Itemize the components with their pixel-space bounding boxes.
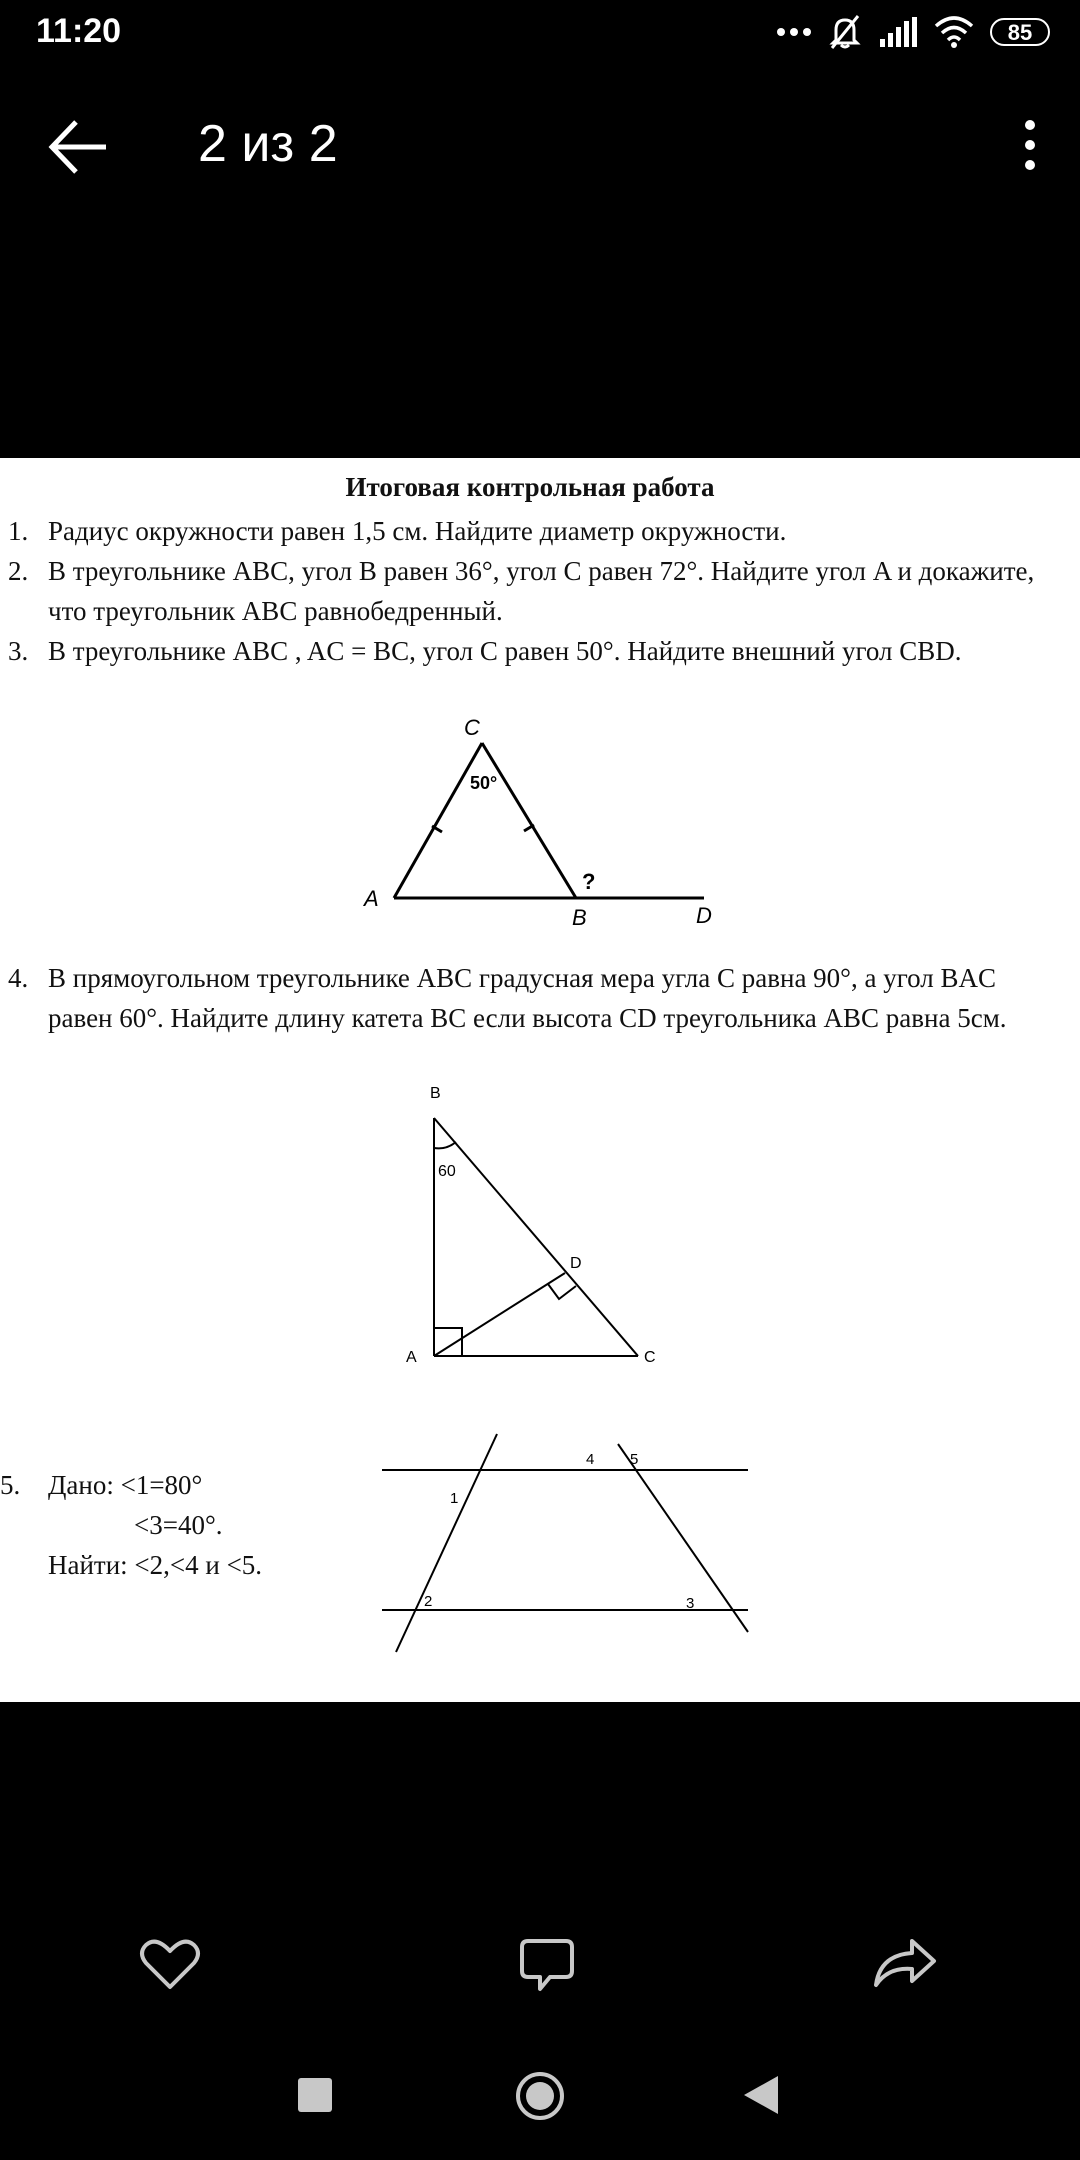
question-3 bbox=[0, 631, 1062, 671]
app-bar bbox=[0, 90, 1080, 200]
label-d: D bbox=[696, 903, 712, 928]
angle-label-2: 2 bbox=[424, 1593, 433, 1610]
status-time: 11:20 bbox=[36, 12, 122, 50]
page-counter: 2 из 2 bbox=[198, 115, 338, 173]
share-icon[interactable] bbox=[872, 1937, 938, 1989]
square-icon[interactable] bbox=[298, 2078, 332, 2112]
figure-right-triangle bbox=[390, 1078, 680, 1368]
question-number: 1. bbox=[8, 516, 29, 546]
unknown-angle: ? bbox=[582, 869, 596, 894]
question-1 bbox=[0, 511, 1062, 551]
angle-label-3: 3 bbox=[686, 1595, 695, 1612]
bottom-action-bar bbox=[0, 1905, 1080, 2025]
question-text: Радиус окружности равен 1,5 см. Найдите диаметр окружности. bbox=[48, 516, 787, 546]
question-number: 2. bbox=[8, 556, 29, 586]
question-text: В прямоугольном треугольнике ABC градусная мера угла C равна 90°, а угол BAC равен 60°. Найдите длину катета BC если высота CD треугольника ABC равна 5см. bbox=[48, 963, 1007, 1033]
angle-label: 50° bbox=[470, 773, 498, 793]
side-ac bbox=[394, 743, 482, 898]
question-number: 3. bbox=[8, 636, 29, 666]
label-b: B bbox=[572, 905, 587, 930]
triangle-back-icon[interactable] bbox=[744, 2076, 778, 2114]
angle-label-4: 4 bbox=[586, 1451, 595, 1468]
question-number: 4. bbox=[8, 963, 29, 993]
label-a: A bbox=[364, 886, 379, 911]
find-line: Найти: <2,<4 и <5. bbox=[48, 1550, 263, 1580]
label-c: C bbox=[644, 1349, 656, 1366]
signal-icon bbox=[878, 17, 918, 47]
status-icons bbox=[776, 14, 1050, 50]
angle-label: 60 bbox=[438, 1163, 456, 1180]
angle-arc bbox=[434, 1142, 456, 1148]
angle-label-1: 1 bbox=[450, 1490, 459, 1507]
side-bc bbox=[434, 1118, 638, 1356]
heart-icon[interactable] bbox=[138, 1937, 202, 1993]
comment-icon[interactable] bbox=[518, 1937, 576, 1995]
wifi-icon bbox=[934, 16, 974, 48]
side-bc bbox=[482, 743, 576, 898]
question-number: 5. bbox=[0, 1470, 21, 1500]
label-d: D bbox=[570, 1255, 582, 1272]
battery-indicator: 85 bbox=[990, 18, 1050, 46]
question-4 bbox=[0, 958, 1062, 1038]
transversal-right bbox=[618, 1444, 748, 1632]
label-a: A bbox=[406, 1349, 417, 1366]
status-bar bbox=[0, 0, 1080, 70]
arrow-left-icon[interactable] bbox=[44, 112, 114, 182]
circle-icon[interactable] bbox=[514, 2070, 566, 2122]
question-text: В треугольнике ABC , AC = BC, угол C равен 50°. Найдите внешний угол CBD. bbox=[48, 636, 962, 666]
transversal-left bbox=[396, 1434, 497, 1652]
altitude bbox=[434, 1273, 565, 1356]
figure-isosceles-triangle bbox=[340, 713, 740, 943]
document-page[interactable] bbox=[0, 458, 1080, 1702]
question-text: В треугольнике ABC, угол B равен 36°, угол C равен 72°. Найдите угол A и докажите, что треугольник ABC равнобедренный. bbox=[48, 556, 1035, 626]
more-notifications-icon bbox=[776, 25, 812, 39]
label-b: B bbox=[430, 1085, 441, 1102]
label-c: C bbox=[464, 715, 480, 740]
more-vert-icon[interactable] bbox=[1000, 110, 1060, 180]
bell-muted-icon bbox=[828, 14, 862, 50]
figure-parallel-lines bbox=[370, 1428, 760, 1668]
given-line: Дано: <1=80° bbox=[48, 1470, 203, 1500]
angle-label-5: 5 bbox=[630, 1451, 639, 1468]
question-2 bbox=[0, 551, 1062, 631]
given-line: <3=40°. bbox=[134, 1510, 223, 1540]
document-title: Итоговая контрольная работа bbox=[345, 472, 715, 502]
system-nav-bar bbox=[0, 2040, 1080, 2150]
right-angle-mark bbox=[548, 1284, 576, 1299]
